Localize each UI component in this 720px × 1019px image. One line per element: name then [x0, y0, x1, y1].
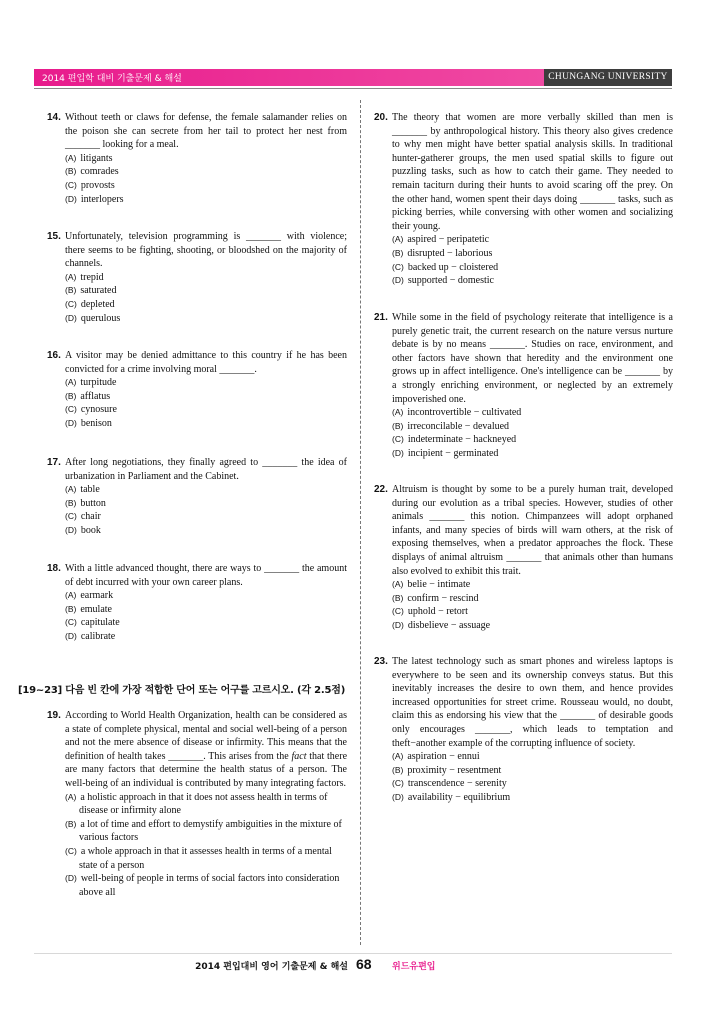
option-label: (D) — [65, 873, 77, 884]
answer-option — [392, 247, 673, 261]
answer-option — [65, 603, 347, 617]
answer-option — [65, 165, 347, 179]
option-text: chair — [80, 511, 101, 523]
answer-option — [392, 777, 673, 791]
answer-option — [65, 376, 347, 390]
option-label: (D) — [65, 630, 77, 641]
question-stem: A visitor may be denied admittance to this country if he has been convicted for a crime involving moral _______. — [65, 350, 347, 375]
option-list — [392, 578, 673, 632]
question-23 — [374, 655, 673, 805]
option-label: (C) — [65, 511, 77, 522]
question-stem: Without teeth or claws for defense, the female salamander relies on the poison she can secrete from her tail to protect her nest from _______ looking for a meal. — [65, 112, 347, 151]
answer-option — [65, 589, 347, 603]
option-label: (B) — [65, 818, 77, 829]
option-text: querulous — [80, 312, 121, 324]
option-text: a holistic approach in that it does not assess health in terms of disease or infirmity alone — [79, 791, 328, 817]
option-label: (C) — [65, 617, 77, 628]
answer-option — [65, 845, 347, 872]
option-text: incontrovertible − cultivated — [407, 407, 522, 419]
answer-option — [392, 592, 673, 606]
answer-option — [65, 872, 347, 899]
option-text: availability − equilibrium — [407, 791, 511, 803]
option-text: interlopers — [80, 193, 124, 205]
page-number: 68 — [356, 956, 372, 972]
option-text: turpitude — [80, 377, 117, 389]
option-text: calibrate — [80, 630, 116, 642]
option-label: (D) — [392, 447, 404, 458]
option-text: benison — [80, 417, 112, 429]
question-number: 19. — [47, 710, 61, 721]
option-label: (A) — [65, 590, 77, 601]
answer-option — [392, 578, 673, 592]
option-text: irreconcilable − devalued — [407, 420, 510, 432]
option-label: (B) — [65, 390, 77, 401]
option-label: (D) — [65, 417, 77, 428]
option-label: (A) — [392, 751, 404, 762]
question-number: 22. — [374, 484, 388, 495]
option-label: (C) — [392, 778, 404, 789]
option-label: (A) — [65, 484, 77, 495]
answer-option — [65, 791, 347, 818]
option-text: litigants — [80, 152, 113, 164]
option-list — [65, 483, 347, 537]
answer-option — [392, 619, 673, 633]
question-stem: After long negotiations, they finally agreed to _______ the idea of urbanization in Parliament and the Cabinet. — [65, 457, 347, 482]
answer-option — [65, 630, 347, 644]
answer-option — [65, 417, 347, 431]
option-text: emulate — [80, 603, 112, 615]
option-label: (A) — [392, 407, 404, 418]
option-list — [65, 376, 347, 430]
question-number: 18. — [47, 563, 61, 574]
answer-option — [65, 497, 347, 511]
question-18 — [47, 562, 347, 644]
option-list — [65, 791, 347, 900]
option-label: (C) — [65, 298, 77, 309]
option-label: (C) — [392, 434, 404, 445]
option-label: (B) — [392, 764, 404, 775]
column-divider — [360, 100, 361, 945]
question-19 — [47, 709, 348, 899]
option-label: (B) — [65, 285, 77, 296]
option-text: incipient − germinated — [407, 447, 499, 459]
option-label: (D) — [392, 275, 404, 286]
option-label: (C) — [65, 404, 77, 415]
option-label: (A) — [392, 234, 404, 245]
header-title-bar — [34, 69, 544, 86]
option-text: comrades — [80, 166, 119, 178]
option-label: (D) — [65, 524, 77, 535]
option-text: button — [80, 497, 106, 509]
option-label: (A) — [65, 377, 77, 388]
option-text: confirm − rescind — [407, 592, 479, 604]
option-text: capitulate — [80, 617, 120, 629]
question-14 — [47, 111, 347, 206]
option-text: cynosure — [80, 404, 117, 416]
option-text: indeterminate − hackneyed — [407, 434, 517, 446]
answer-option — [392, 764, 673, 778]
answer-option — [65, 524, 347, 538]
question-stem: With a little advanced thought, there are ways to _______ the amount of debt incurred with your own career plans. — [65, 563, 347, 588]
option-text: well-being of people in terms of social factors into consideration above all — [79, 873, 340, 898]
question-number: 16. — [47, 350, 61, 361]
answer-option — [65, 271, 347, 285]
header-left-title: 2014 편입학 대비 기출문제 & 해설 — [42, 74, 182, 84]
option-text: aspiration − ennui — [407, 751, 480, 763]
question-stem: The theory that women are more verbally skilled than men is _______ by anthropological history. This theory also gives credence to why men might have better spatial analysis skills. In traditional hunter-gatherer groups, the men used spatial skills to figure out puzzling tasks, such as how to catch their game. They needed to remain taciturn during their hunts to avoid scaring off the prey. On the other hand, women spent their days doing _______ tasks, such as picking berries, while conversing with other women and socializing their young. — [392, 112, 673, 232]
option-label: (C) — [65, 845, 77, 856]
answer-option — [392, 791, 673, 805]
question-22 — [374, 483, 673, 633]
answer-option — [65, 312, 347, 326]
option-text: aspired − peripatetic — [407, 234, 490, 246]
answer-option — [392, 261, 673, 275]
option-label: (B) — [65, 497, 77, 508]
option-text: table — [80, 484, 100, 496]
option-text: a whole approach in that it assesses health in terms of a mental state of a person — [79, 845, 332, 871]
answer-option — [65, 152, 347, 166]
answer-option — [65, 616, 347, 630]
option-label: (C) — [65, 179, 77, 190]
answer-option — [65, 298, 347, 312]
option-text: a lot of time and effort to demystify ambiguities in the mixture of various factors — [79, 818, 342, 844]
option-label: (B) — [392, 420, 404, 431]
answer-option — [65, 390, 347, 404]
option-label: (D) — [65, 312, 77, 323]
option-label: (A) — [65, 152, 77, 163]
answer-option — [392, 750, 673, 764]
option-label: (A) — [392, 579, 404, 590]
option-text: backed up − cloistered — [407, 261, 499, 273]
question-15 — [47, 230, 347, 325]
footer-book-title: 2014 편입대비 영어 기출문제 & 해설 — [195, 962, 348, 972]
option-text: disbelieve − assuage — [407, 619, 491, 631]
option-label: (C) — [392, 261, 404, 272]
option-text: trepid — [80, 271, 104, 283]
option-text: book — [80, 524, 101, 536]
option-text: belie − intimate — [407, 579, 471, 591]
option-text: transcendence − serenity — [407, 778, 507, 790]
option-list — [392, 406, 673, 460]
question-21 — [374, 311, 673, 461]
answer-option — [65, 483, 347, 497]
question-stem: While some in the field of psychology reiterate that intelligence is a purely genetic trait, the current research on the nature versus nurture debate is by no means _______. Studies on race, environment, and other factors have shown that heredity and the environment one grows up in affect intelligence. One's intelligence can be _______ by a strongly enriching environment, or neglected by an extremely impoverished one. — [392, 312, 673, 405]
option-label: (D) — [392, 619, 404, 630]
answer-option — [65, 284, 347, 298]
option-label: (B) — [392, 592, 404, 603]
question-17 — [47, 456, 347, 538]
question-number: 21. — [374, 312, 388, 323]
option-text: saturated — [80, 285, 117, 297]
option-label: (A) — [65, 791, 77, 802]
page-header — [34, 69, 672, 86]
option-list — [392, 750, 673, 804]
option-text: earmark — [80, 590, 114, 602]
option-label: (B) — [392, 247, 404, 258]
answer-option — [65, 179, 347, 193]
footer-publisher: 위드유편입 — [392, 962, 436, 972]
option-text: provosts — [80, 179, 115, 191]
option-text: afflatus — [80, 390, 111, 402]
footer-rule — [34, 953, 672, 954]
answer-option — [65, 193, 347, 207]
answer-option — [392, 274, 673, 288]
option-text: depleted — [80, 298, 115, 310]
option-text: uphold − retort — [407, 606, 468, 618]
section-instruction: [19~23] 다음 빈 칸에 가장 적합한 단어 또는 어구를 고르시오. (각 2.5점) — [18, 685, 346, 696]
option-list — [65, 152, 347, 206]
answer-option — [392, 406, 673, 420]
option-text: proximity − resentment — [407, 764, 502, 776]
option-label: (B) — [65, 166, 77, 177]
answer-option — [65, 510, 347, 524]
option-label: (D) — [392, 791, 404, 802]
answer-option — [392, 447, 673, 461]
option-list — [65, 589, 347, 643]
option-list — [65, 271, 347, 325]
italic-fact: fact — [291, 750, 307, 762]
option-label: (B) — [65, 603, 77, 614]
header-university-label: CHUNGANG UNIVERSITY — [544, 69, 672, 86]
question-number: 23. — [374, 656, 388, 667]
answer-option — [392, 433, 673, 447]
question-number: 14. — [47, 112, 61, 123]
answer-option — [65, 403, 347, 417]
option-text: disrupted − laborious — [407, 247, 493, 259]
question-stem: According to World Health Organization, health can be considered as a state of complete physical, mental and social well-being of a person and not the mere absence of disease or infirmity. This means that the definition of health takes _______. This arises from the fact that there are many factors that determine the health status of a person. The well-being of an individual is contributed by many integrating factors. — [65, 710, 348, 789]
option-label: (C) — [392, 606, 404, 617]
question-stem: Altruism is thought by some to be a purely human trait, developed during our evolution as a tribal species. However, studies of other animals _______ this notion. Chimpanzees will adopt orphaned infants, and many species of birds will warn others, at the risk of exposing themselves, when a predator approaches the flock. These displays of animal altruism _______ that animals other than humans also evolved to exhibit this trait. — [392, 484, 673, 577]
option-text: supported − domestic — [407, 275, 494, 287]
question-number: 17. — [47, 457, 61, 468]
answer-option — [392, 233, 673, 247]
option-label: (D) — [65, 193, 77, 204]
option-list — [392, 233, 673, 287]
question-number: 15. — [47, 231, 61, 242]
header-rule — [34, 88, 672, 89]
answer-option — [392, 605, 673, 619]
question-stem: Unfortunately, television programming is _______ with violence; there seems to be fighting, shooting, or bloodshed on the majority of channels. — [65, 231, 347, 270]
answer-option — [65, 818, 347, 845]
answer-option — [392, 420, 673, 434]
option-label: (A) — [65, 271, 77, 282]
question-number: 20. — [374, 112, 388, 123]
question-stem: The latest technology such as smart phones and wireless laptops is everywhere to be seen and its ownership conveys status. But this inevitably increases the desire to own them, and hence provides increased opportunities for street crime. Rousseau would, no doubt, claim this as endorsing his view that the _______ of desirable goods only encourages _______, which leads to temptation and theft−another example of the corrupting influence of society. — [392, 656, 673, 749]
question-16 — [47, 349, 347, 431]
question-20 — [374, 111, 673, 288]
